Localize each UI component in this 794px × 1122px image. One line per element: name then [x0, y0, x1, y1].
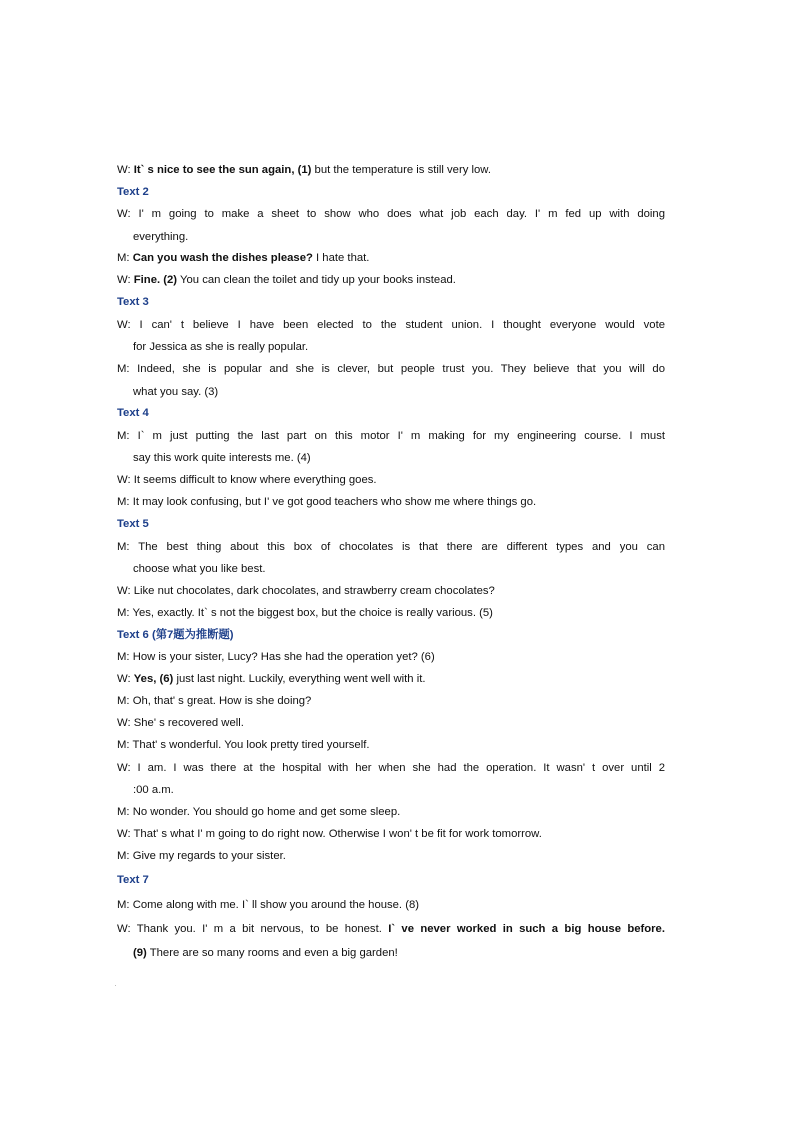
dialogue-line: M: No wonder. You should go home and get some sleep.	[117, 806, 401, 818]
scan-speck	[115, 985, 116, 986]
dialogue-line: W: I can' t believe I have been elected to the student union. I thought everyone would vote	[117, 319, 665, 331]
dialogue-line: W: Like nut chocolates, dark chocolates, and strawberry cream chocolates?	[117, 585, 495, 597]
dialogue-line: M: Indeed, she is popular and she is clever, but people trust you. They believe that you will do	[117, 363, 665, 375]
dialogue-line-continued: (9) There are so many rooms and even a big garden!	[133, 947, 398, 959]
dialogue-line-continued: what you say. (3)	[133, 386, 219, 398]
dialogue-line: M: Give my regards to your sister.	[117, 850, 286, 862]
dialogue-line: M: Come along with me. I` ll show you around the house. (8)	[117, 899, 420, 911]
dialogue-line: W: It seems difficult to know where everything goes.	[117, 474, 377, 486]
dialogue-line: M: How is your sister, Lucy? Has she had the operation yet? (6)	[117, 651, 435, 663]
dialogue-line: W: Fine. (2) You can clean the toilet and tidy up your books instead.	[117, 274, 456, 286]
dialogue-line: M: Yes, exactly. It` s not the biggest box, but the choice is really various. (5)	[117, 607, 493, 619]
dialogue-line-continued: choose what you like best.	[133, 563, 266, 575]
dialogue-line: M: Can you wash the dishes please? I hate that.	[117, 252, 370, 264]
dialogue-line: W: Yes, (6) just last night. Luckily, everything went well with it.	[117, 673, 426, 685]
dialogue-line: W: That' s what I' m going to do right now. Otherwise I won' t be fit for work tomorrow.	[117, 828, 542, 840]
dialogue-line: W: I am. I was there at the hospital with her when she had the operation. It wasn' t over until 2	[117, 762, 665, 774]
dialogue-line-continued: :00 a.m.	[133, 784, 174, 796]
dialogue-line: M: The best thing about this box of chocolates is that there are different types and you can	[117, 541, 665, 553]
section-heading: Text 7	[117, 874, 149, 886]
dialogue-line: W: It` s nice to see the sun again, (1) but the temperature is still very low.	[117, 164, 491, 176]
dialogue-line-continued: say this work quite interests me. (4)	[133, 452, 311, 464]
dialogue-line-continued: everything.	[133, 231, 189, 243]
section-heading: Text 5	[117, 518, 149, 530]
dialogue-line: M: It may look confusing, but I' ve got good teachers who show me where things go.	[117, 496, 537, 508]
dialogue-line: W: She' s recovered well.	[117, 717, 244, 729]
dialogue-line: W: I' m going to make a sheet to show who does what job each day. I' m fed up with doing	[117, 208, 665, 220]
section-heading: Text 2	[117, 186, 149, 198]
section-heading: Text 6 (第7题为推断题)	[117, 629, 234, 641]
dialogue-line: M: That' s wonderful. You look pretty tired yourself.	[117, 739, 370, 751]
section-heading: Text 3	[117, 296, 149, 308]
section-heading: Text 4	[117, 407, 149, 419]
dialogue-line-continued: for Jessica as she is really popular.	[133, 341, 309, 353]
dialogue-line: M: Oh, that' s great. How is she doing?	[117, 695, 312, 707]
dialogue-line: M: I` m just putting the last part on this motor I' m making for my engineering course. I must	[117, 430, 665, 442]
dialogue-line: W: Thank you. I' m a bit nervous, to be honest. I` ve never worked in such a big house before.	[117, 923, 665, 935]
